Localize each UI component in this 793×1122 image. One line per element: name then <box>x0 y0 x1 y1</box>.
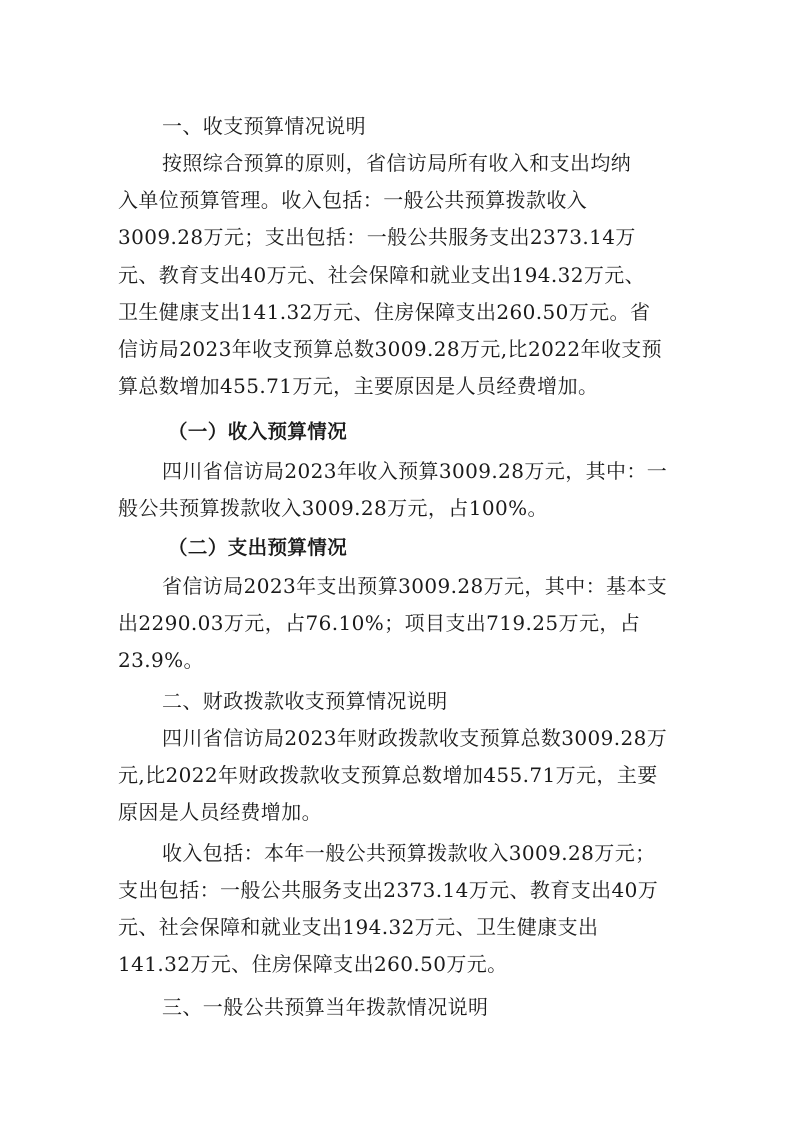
paragraph-line: 入单位预算管理。收入包括：一般公共预算拨款收入 <box>118 188 588 212</box>
paragraph-line: 元、社会保障和就业支出194.32万元、卫生健康支出 <box>118 915 599 939</box>
paragraph-line: 原因是人员经费增加。 <box>118 800 322 824</box>
paragraph-line: 四川省信访局2023年财政拨款收支预算总数3009.28万 <box>162 726 668 750</box>
paragraph-line: 四川省信访局2023年收入预算3009.28万元，其中：一 <box>162 459 668 483</box>
paragraph-line: 按照综合预算的原则，省信访局所有收入和支出均纳 <box>162 151 632 175</box>
section-heading-3: 三、一般公共预算当年拨款情况说明 <box>162 995 489 1019</box>
paragraph-line: 算总数增加455.71万元，主要原因是人员经费增加。 <box>118 374 599 398</box>
paragraph-line: 出2290.03万元，占76.10%；项目支出719.25万元，占 <box>118 611 641 635</box>
paragraph-line: 3009.28万元；支出包括：一般公共服务支出2373.14万 <box>118 225 636 249</box>
paragraph-line: 支出包括：一般公共服务支出2373.14万元、教育支出40万 <box>118 878 659 902</box>
section-heading-2: 二、财政拨款收支预算情况说明 <box>162 689 448 713</box>
paragraph-line: 信访局2023年收支预算总数3009.28万元,比2022年收支预 <box>118 337 663 361</box>
section-heading-1: 一、收支预算情况说明 <box>162 114 366 138</box>
paragraph-line: 般公共预算拨款收入3009.28万元，占100%。 <box>118 496 548 520</box>
subsection-heading-expense: （二）支出预算情况 <box>168 536 348 559</box>
paragraph-line: 141.32万元、住房保障支出260.50万元。 <box>118 952 508 976</box>
paragraph-line: 收入包括：本年一般公共预算拨款收入3009.28万元； <box>162 841 656 865</box>
subsection-heading-income: （一）收入预算情况 <box>168 420 348 443</box>
paragraph-line: 元,比2022年财政拨款收支预算总数增加455.71万元，主要 <box>118 763 658 787</box>
paragraph-line: 卫生健康支出141.32万元、住房保障支出260.50万元。省 <box>118 300 651 324</box>
paragraph-line: 元、教育支出40万元、社会保障和就业支出194.32万元、 <box>118 263 646 287</box>
paragraph-line: 省信访局2023年支出预算3009.28万元，其中：基本支 <box>162 574 668 598</box>
paragraph-line: 23.9%。 <box>118 648 204 672</box>
